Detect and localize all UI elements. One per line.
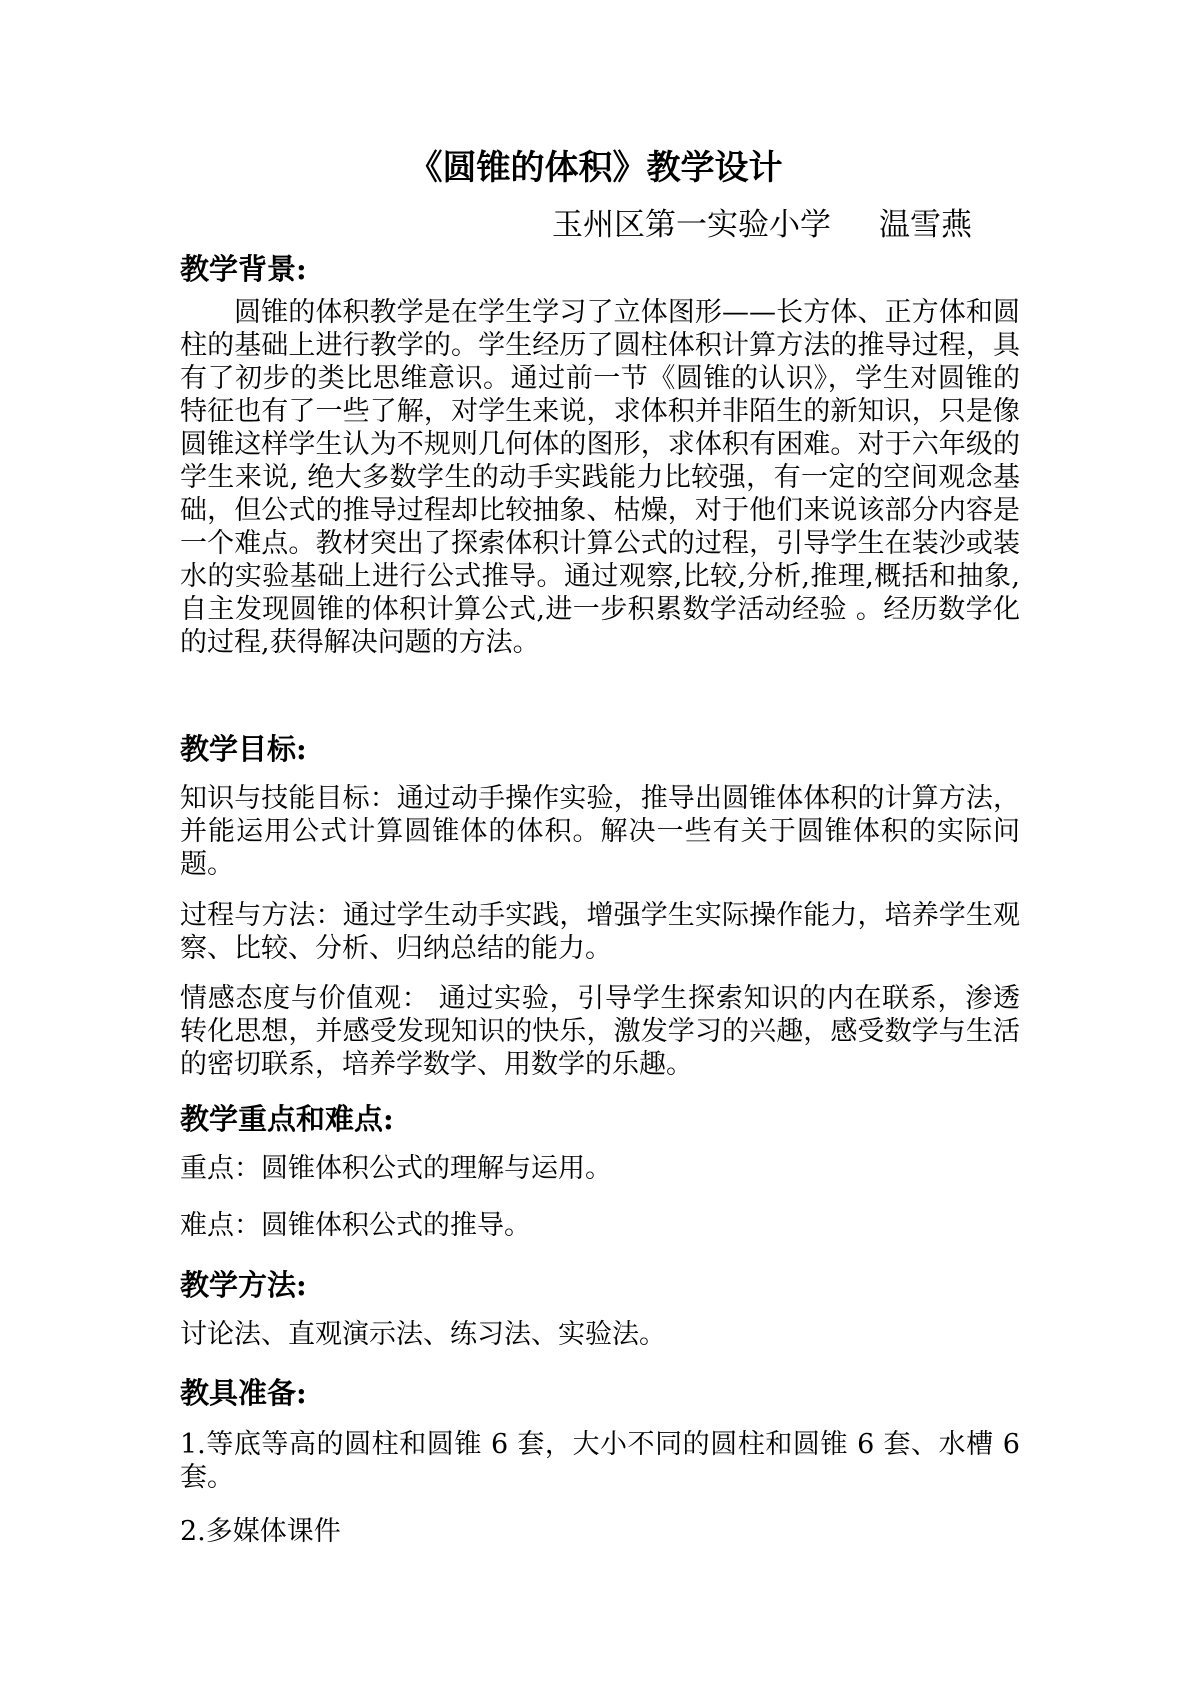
paragraph-materials-item-2: 2.多媒体课件 (180, 1516, 341, 1547)
paragraph-objective-process: 过程与方法：通过学生动手实践，增强学生实际操作能力，培养学生观察、比较、分析、归纳总结的能力。 (180, 900, 1020, 964)
paragraph-background: 圆锥的体积教学是在学生学习了立体图形——长方体、正方体和圆柱的基础上进行教学的。学生经历了圆柱体积计算方法的推导过程，具有了初步的类比思维意识。通过前一节《圆锥的认识》，学生对圆锥的特征也有了一些了解，对学生来说，求体积并非陌生的新知识，只是像圆锥这样学生认为不规则几何体的图形，求体积有困难。对于六年级的学生来说, 绝大多数学生的动手实践能力比较强，有一定的空间观念基础，但公式的推导过程却比较抽象、枯燥，对于他们来说该部分内容是一个难点。教材突出了探索体积计算公式的过程，引导学生在装沙或装水的实验基础上进行公式推导。通过观察,比较,分析,推理,概括和抽象,自主发现圆锥的体积计算公式,进一步积累数学活动经验 。经历数学化的过程,获得解决问题的方法。 (180, 297, 1020, 658)
paragraph-materials-item-1: 1.等底等高的圆柱和圆锥 6 套，大小不同的圆柱和圆锥 6 套、水槽 6 套。 (180, 1429, 1020, 1493)
paragraph-difficulty: 难点：圆锥体积公式的推导。 (180, 1210, 531, 1241)
heading-key-points: 教学重点和难点: (180, 1102, 394, 1136)
heading-objectives: 教学目标: (180, 732, 307, 766)
document-title: 《圆锥的体积》教学设计 (408, 148, 783, 188)
heading-background: 教学背景: (180, 252, 307, 286)
paragraph-objective-emotion: 情感态度与价值观： 通过实验，引导学生探索知识的内在联系，渗透转化思想，并感受发现知识的快乐，激发学习的兴趣，感受数学与生活的密切联系，培养学数学、用数学的乐趣。 (180, 983, 1020, 1080)
paragraph-methods: 讨论法、直观演示法、练习法、实验法。 (180, 1319, 666, 1350)
paragraph-objective-knowledge: 知识与技能目标：通过动手操作实验，推导出圆锥体体积的计算方法，并能运用公式计算圆锥体的体积。解决一些有关于圆锥体积的实际问题。 (180, 783, 1020, 880)
paragraph-key-point: 重点：圆锥体积公式的理解与运用。 (180, 1153, 612, 1184)
author-line (552, 205, 972, 245)
author-school: 玉州区第一实验小学 (552, 207, 831, 243)
author-name: 温雪燕 (879, 207, 972, 243)
heading-methods: 教学方法: (180, 1268, 307, 1302)
heading-materials: 教具准备: (180, 1376, 307, 1410)
